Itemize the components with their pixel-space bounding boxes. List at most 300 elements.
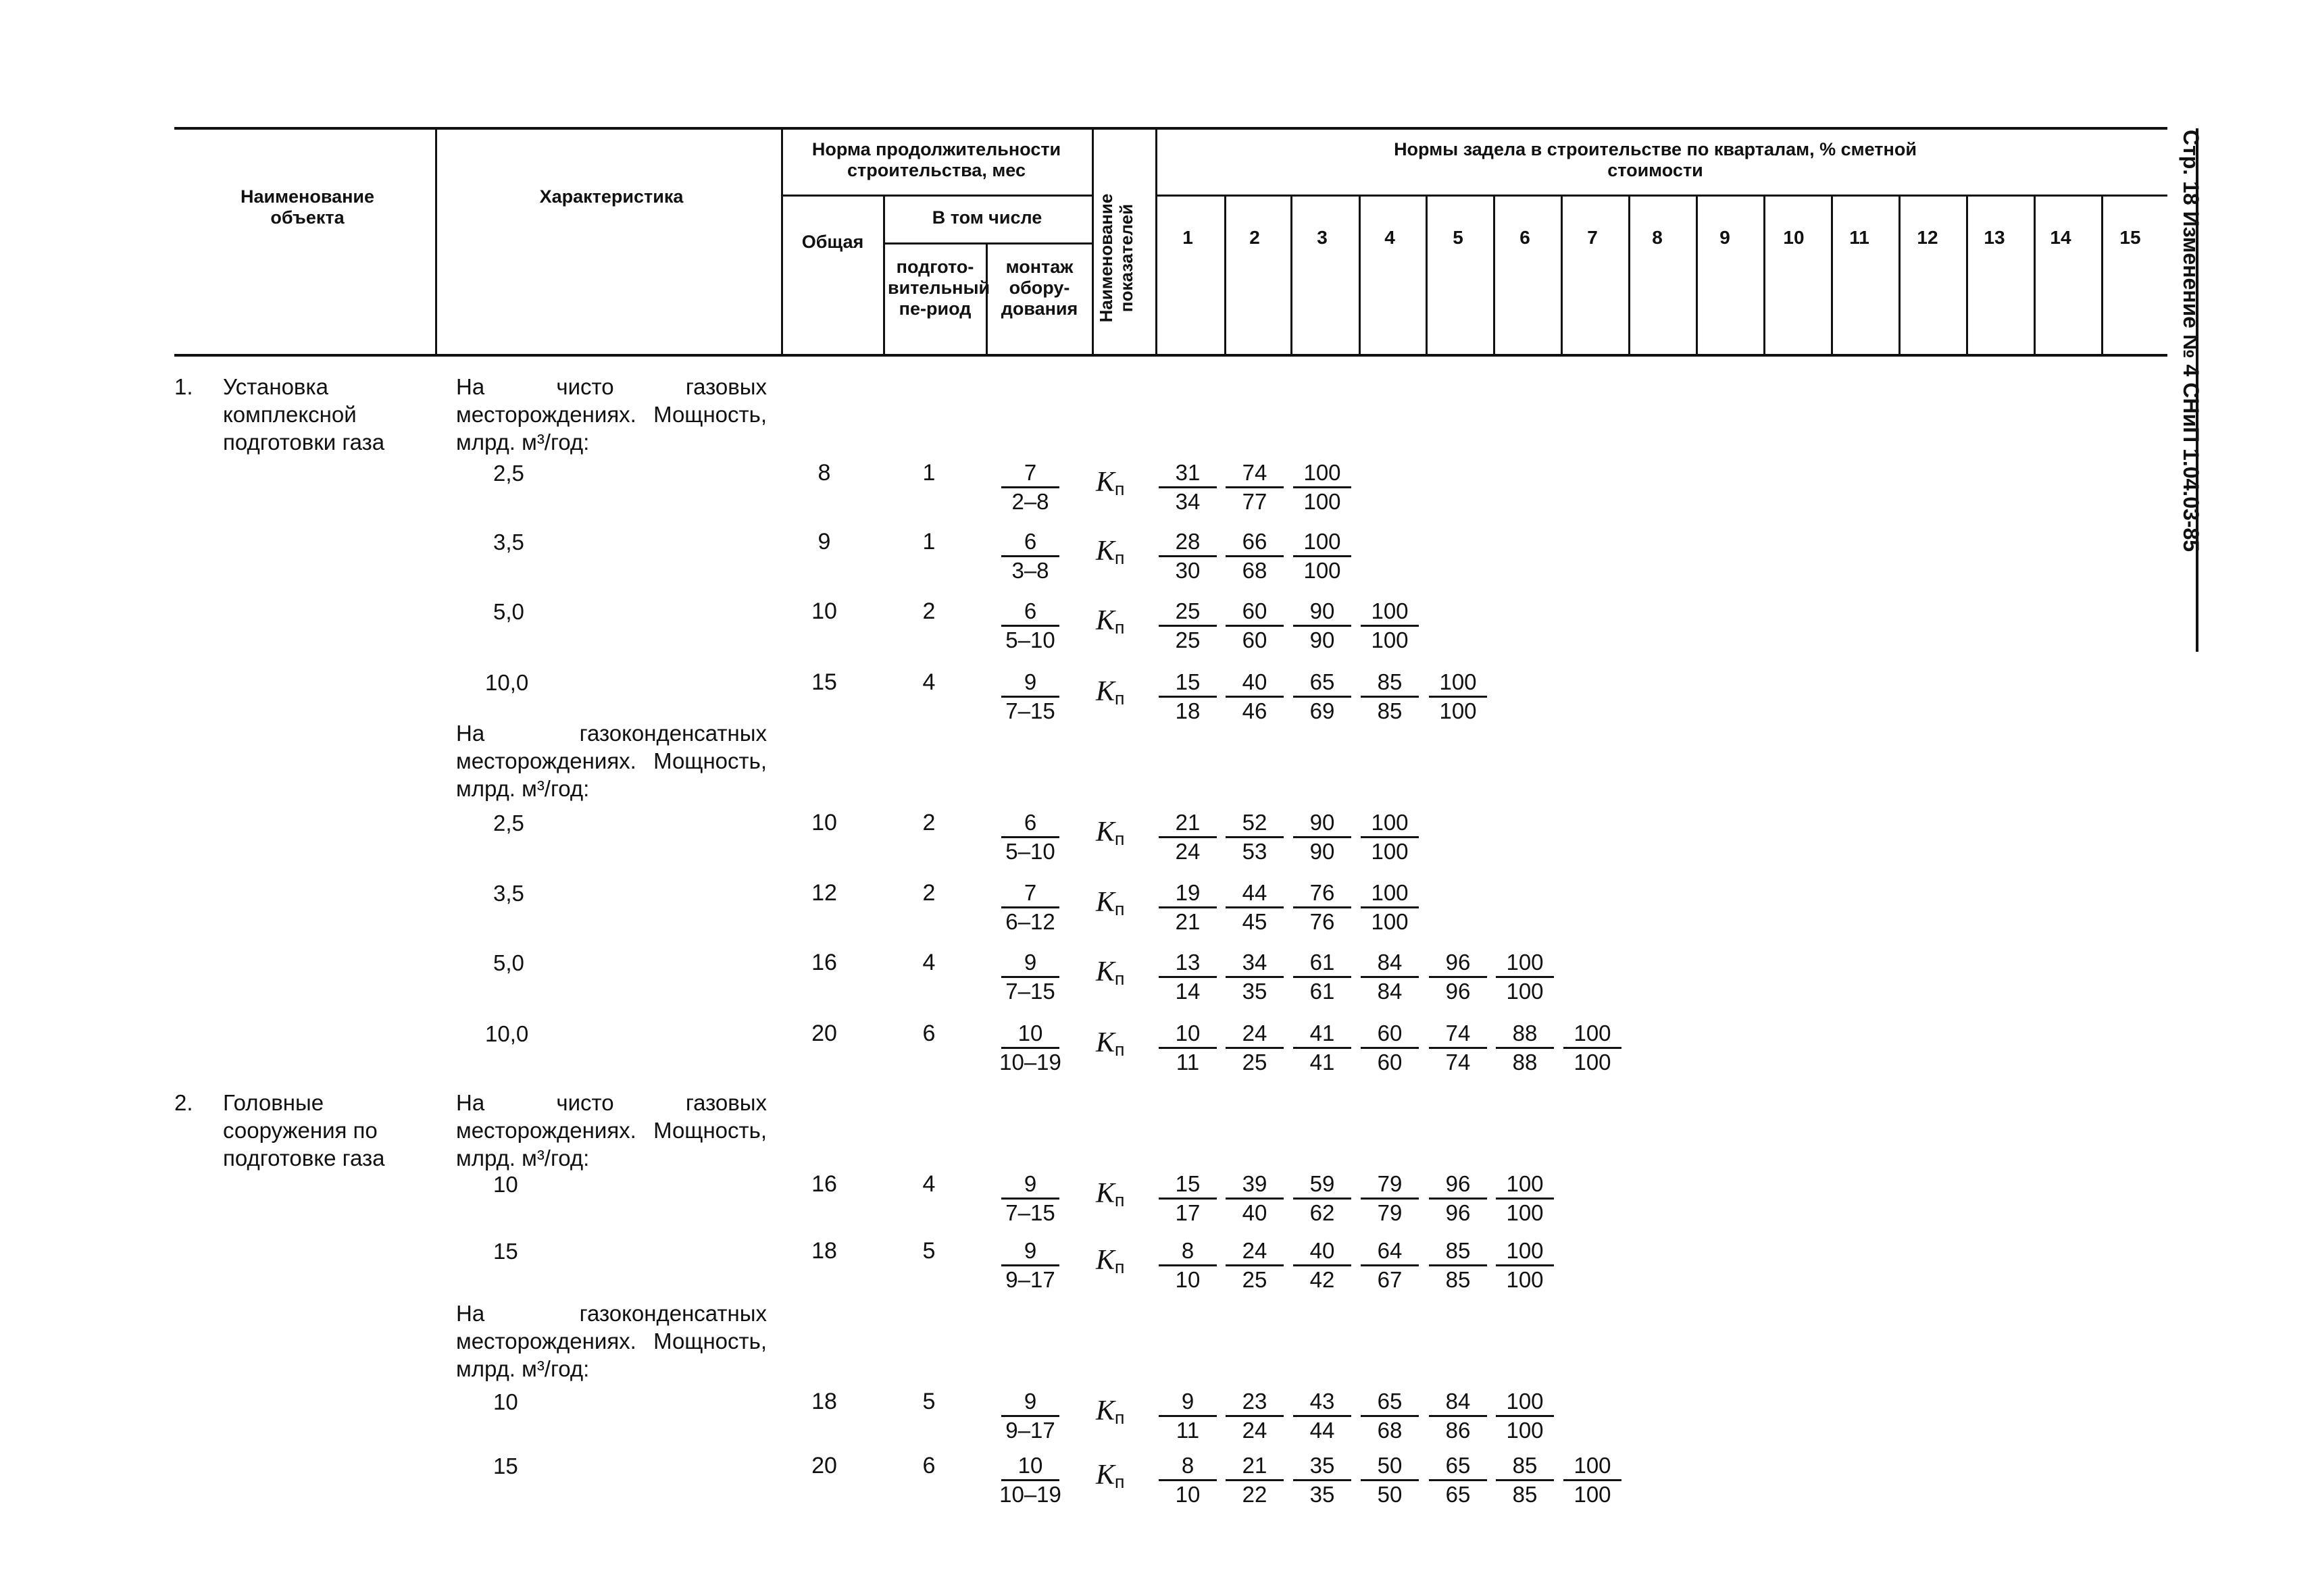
total-duration: 16 — [811, 1171, 837, 1197]
quarter-value — [1154, 1237, 1222, 1293]
duration-sub-rule — [781, 195, 1092, 197]
col-divider-prep — [986, 242, 988, 355]
quarter-value — [1491, 1388, 1559, 1444]
quarter-value — [1288, 809, 1356, 865]
indicator-kp — [1096, 536, 1125, 573]
fraction-denominator: 68 — [1377, 1418, 1403, 1443]
capacity-value: 3,5 — [493, 530, 524, 555]
prep-period: 1 — [922, 460, 936, 486]
quarter-value — [1288, 879, 1356, 935]
quarter-col-divider — [1426, 195, 1428, 355]
fraction-numerator: 41 — [1293, 1020, 1351, 1049]
indicator-subscript: п — [1114, 688, 1125, 709]
indicator-subscript: п — [1114, 1190, 1125, 1210]
fraction-numerator: 7 — [1001, 459, 1059, 488]
indicator-kp — [1096, 1028, 1125, 1064]
fraction-numerator: 65 — [1361, 1388, 1419, 1417]
header-duration-norm: Норма продолжительности строительства, мес — [811, 139, 1061, 180]
mount-period — [997, 1452, 1064, 1508]
fraction-numerator: 9 — [1001, 1388, 1059, 1417]
fraction-denominator: 34 — [1175, 489, 1201, 514]
prep-period: 4 — [922, 669, 936, 695]
quarter-value — [1356, 1020, 1424, 1076]
prep-period: 4 — [922, 1171, 936, 1197]
object-number: 2. — [174, 1090, 193, 1115]
quarter-value — [1424, 669, 1492, 725]
quarter-value — [1288, 528, 1356, 584]
fraction-numerator: 100 — [1429, 669, 1487, 698]
fraction-denominator: 22 — [1242, 1482, 1267, 1507]
object-name: Установка комплексной подготовки газа — [223, 374, 385, 455]
header-indicator-name: Наименование показателей — [1096, 193, 1136, 323]
fraction-numerator: 100 — [1496, 949, 1554, 978]
fraction-denominator: 7–15 — [1005, 698, 1055, 723]
quarter-value — [1356, 809, 1424, 865]
indicator-subscript: п — [1114, 479, 1125, 499]
fraction-denominator: 100 — [1574, 1482, 1611, 1507]
quarter-header-6: 6 — [1519, 227, 1530, 248]
quarter-col-divider — [1831, 195, 1833, 355]
capacity-value: 10,0 — [485, 1021, 529, 1046]
quarter-header-10: 10 — [1783, 227, 1805, 248]
header-prep: подгото-вительный пе-риод — [888, 257, 990, 319]
fraction-denominator: 67 — [1377, 1267, 1403, 1292]
fraction-numerator: 100 — [1293, 459, 1351, 488]
fraction-denominator: 88 — [1512, 1050, 1538, 1075]
quarter-value — [1221, 1452, 1288, 1508]
fraction-denominator: 100 — [1439, 698, 1477, 723]
capacity-value: 5,0 — [493, 599, 524, 624]
indicator-subscript: п — [1114, 899, 1125, 919]
prep-period: 4 — [922, 950, 936, 975]
side-caption: Стр. 18 Изменение № 4 СНиП 1.04.03-85 — [2179, 130, 2203, 552]
fraction-numerator: 65 — [1293, 669, 1351, 698]
quarter-value — [1221, 1237, 1288, 1293]
quarters-sub-rule — [1155, 195, 2167, 197]
quarter-value — [1356, 949, 1424, 1005]
fraction-numerator: 84 — [1361, 949, 1419, 978]
indicator-letter: К — [1096, 1178, 1115, 1209]
fraction-numerator: 15 — [1159, 1170, 1217, 1200]
fraction-numerator: 40 — [1226, 669, 1284, 698]
fraction-denominator: 10 — [1175, 1482, 1201, 1507]
fraction-denominator: 85 — [1445, 1267, 1471, 1292]
prep-period: 2 — [922, 880, 936, 906]
quarter-value — [1356, 879, 1424, 935]
capacity-value: 15 — [493, 1239, 518, 1264]
fraction-numerator: 10 — [1001, 1452, 1059, 1481]
fraction-numerator: 35 — [1293, 1452, 1351, 1481]
fraction-denominator: 7–15 — [1005, 979, 1055, 1004]
quarter-header-1: 1 — [1182, 227, 1193, 248]
quarter-value — [1154, 879, 1222, 935]
fraction-denominator: 10 — [1175, 1267, 1201, 1292]
fraction-numerator: 9 — [1001, 949, 1059, 978]
fraction-denominator: 17 — [1175, 1200, 1201, 1225]
quarter-value — [1154, 1388, 1222, 1444]
total-duration: 18 — [811, 1238, 837, 1264]
indicator-kp — [1096, 606, 1125, 642]
quarter-value — [1221, 949, 1288, 1005]
quarter-value — [1288, 1452, 1356, 1508]
prep-period: 1 — [922, 529, 936, 555]
fraction-denominator: 100 — [1506, 1200, 1544, 1225]
indicator-kp — [1096, 1245, 1125, 1282]
fraction-numerator: 90 — [1293, 809, 1351, 838]
fraction-denominator: 84 — [1377, 979, 1403, 1004]
fraction-denominator: 41 — [1309, 1050, 1335, 1075]
fraction-numerator: 6 — [1001, 598, 1059, 627]
quarter-value — [1356, 1452, 1424, 1508]
quarter-col-divider — [1966, 195, 1968, 355]
quarter-value — [1154, 598, 1222, 654]
fraction-numerator: 10 — [1159, 1020, 1217, 1049]
fraction-denominator: 6–12 — [1005, 909, 1055, 934]
fraction-numerator: 23 — [1226, 1388, 1284, 1417]
fraction-denominator: 100 — [1506, 1418, 1544, 1443]
fraction-numerator: 6 — [1001, 809, 1059, 838]
fraction-denominator: 40 — [1242, 1200, 1267, 1225]
mount-period — [997, 1237, 1064, 1293]
indicator-subscript: п — [1114, 1257, 1125, 1277]
fraction-numerator: 96 — [1429, 1170, 1487, 1200]
fraction-numerator: 9 — [1001, 669, 1059, 698]
quarter-value — [1221, 1170, 1288, 1227]
quarter-value — [1221, 598, 1288, 654]
fraction-denominator: 9–17 — [1005, 1267, 1055, 1292]
quarter-value — [1288, 1020, 1356, 1076]
header-including: В том числе — [932, 207, 1042, 228]
quarter-value — [1356, 669, 1424, 725]
indicator-letter: К — [1096, 1460, 1115, 1491]
quarter-value — [1491, 1020, 1559, 1076]
quarter-col-divider — [1224, 195, 1226, 355]
quarter-value — [1356, 598, 1424, 654]
fraction-numerator: 9 — [1001, 1170, 1059, 1200]
group-description: На чисто газовых месторождениях. Мощность, млрд. м³/год: — [456, 374, 767, 455]
quarter-value — [1356, 1170, 1424, 1227]
fraction-denominator: 62 — [1309, 1200, 1335, 1225]
prep-period: 2 — [922, 598, 936, 624]
fraction-denominator: 77 — [1242, 489, 1267, 514]
header-top-rule — [174, 127, 2167, 130]
fraction-numerator: 59 — [1293, 1170, 1351, 1200]
mount-period — [997, 1170, 1064, 1227]
fraction-denominator: 7–15 — [1005, 1200, 1055, 1225]
capacity-value: 3,5 — [493, 881, 524, 906]
fraction-numerator: 24 — [1226, 1237, 1284, 1266]
prep-period: 2 — [922, 810, 936, 835]
fraction-numerator: 25 — [1159, 598, 1217, 627]
mount-period — [997, 879, 1064, 935]
fraction-numerator: 100 — [1563, 1020, 1621, 1049]
fraction-denominator: 85 — [1512, 1482, 1538, 1507]
quarter-value — [1288, 669, 1356, 725]
quarter-col-divider — [1628, 195, 1630, 355]
quarter-col-divider — [1696, 195, 1698, 355]
fraction-numerator: 9 — [1159, 1388, 1217, 1417]
indicator-subscript: п — [1114, 548, 1125, 568]
fraction-denominator: 60 — [1377, 1050, 1403, 1075]
fraction-numerator: 44 — [1226, 879, 1284, 908]
quarter-col-divider — [2101, 195, 2103, 355]
fraction-numerator: 8 — [1159, 1452, 1217, 1481]
fraction-denominator: 30 — [1175, 558, 1201, 583]
fraction-denominator: 45 — [1242, 909, 1267, 934]
quarter-value — [1559, 1452, 1626, 1508]
quarter-value — [1288, 949, 1356, 1005]
total-duration: 9 — [818, 529, 831, 555]
quarter-header-4: 4 — [1384, 227, 1395, 248]
indicator-subscript: п — [1114, 1472, 1125, 1492]
fraction-numerator: 31 — [1159, 459, 1217, 488]
fraction-numerator: 85 — [1429, 1237, 1487, 1266]
header-total: Общая — [801, 232, 864, 252]
fraction-numerator: 21 — [1226, 1452, 1284, 1481]
fraction-denominator: 10–19 — [999, 1482, 1061, 1507]
quarter-value — [1221, 459, 1288, 515]
fraction-numerator: 66 — [1226, 528, 1284, 557]
mount-period — [997, 459, 1064, 515]
quarter-value — [1491, 1170, 1559, 1227]
fraction-denominator: 35 — [1309, 1482, 1335, 1507]
fraction-numerator: 6 — [1001, 528, 1059, 557]
fraction-denominator: 100 — [1371, 627, 1409, 652]
quarter-value — [1356, 1388, 1424, 1444]
fraction-denominator: 10–19 — [999, 1050, 1061, 1075]
fraction-numerator: 100 — [1496, 1170, 1554, 1200]
quarter-value — [1154, 1170, 1222, 1227]
indicator-kp — [1096, 1460, 1125, 1497]
fraction-denominator: 46 — [1242, 698, 1267, 723]
indicator-letter: К — [1096, 536, 1115, 567]
mount-period — [997, 1020, 1064, 1076]
mount-period — [997, 1388, 1064, 1444]
total-duration: 18 — [811, 1389, 837, 1414]
fraction-denominator: 100 — [1371, 839, 1409, 864]
quarter-value — [1154, 459, 1222, 515]
fraction-numerator: 24 — [1226, 1020, 1284, 1049]
group-description: На газоконденсатных месторождениях. Мощность, млрд. м³/год: — [456, 1301, 767, 1381]
prep-period: 5 — [922, 1238, 936, 1264]
fraction-numerator: 84 — [1429, 1388, 1487, 1417]
fraction-numerator: 88 — [1496, 1020, 1554, 1049]
quarter-col-divider — [1561, 195, 1563, 355]
fraction-numerator: 76 — [1293, 879, 1351, 908]
indicator-letter: К — [1096, 1245, 1115, 1276]
fraction-denominator: 25 — [1242, 1050, 1267, 1075]
fraction-denominator: 50 — [1377, 1482, 1403, 1507]
total-duration: 20 — [811, 1021, 837, 1046]
quarter-value — [1154, 809, 1222, 865]
capacity-value: 2,5 — [493, 461, 524, 486]
group-description: На газоконденсатных месторождениях. Мощность, млрд. м³/год: — [456, 721, 767, 801]
indicator-subscript: п — [1114, 1408, 1125, 1428]
quarter-col-divider — [1898, 195, 1901, 355]
total-duration: 15 — [811, 669, 837, 695]
total-duration: 12 — [811, 880, 837, 906]
quarter-col-divider — [1359, 195, 1361, 355]
fraction-numerator: 7 — [1001, 879, 1059, 908]
fraction-denominator: 9–17 — [1005, 1418, 1055, 1443]
total-duration: 10 — [811, 598, 837, 624]
fraction-numerator: 100 — [1496, 1388, 1554, 1417]
fraction-numerator: 34 — [1226, 949, 1284, 978]
fraction-numerator: 10 — [1001, 1020, 1059, 1049]
mount-period — [997, 949, 1064, 1005]
quarter-value — [1424, 1020, 1492, 1076]
col-divider-indicator — [1155, 127, 1157, 355]
quarter-value — [1491, 949, 1559, 1005]
fraction-numerator: 85 — [1361, 669, 1419, 698]
quarter-value — [1559, 1020, 1626, 1076]
indicator-kp — [1096, 1396, 1125, 1433]
col-divider-total — [883, 195, 885, 355]
indicator-subscript: п — [1114, 829, 1125, 849]
quarter-col-divider — [1290, 195, 1292, 355]
fraction-numerator: 15 — [1159, 669, 1217, 698]
fraction-numerator: 85 — [1496, 1452, 1554, 1481]
fraction-numerator: 100 — [1361, 809, 1419, 838]
quarter-header-12: 12 — [1917, 227, 1938, 248]
quarter-header-15: 15 — [2119, 227, 2141, 248]
total-duration: 20 — [811, 1453, 837, 1478]
indicator-letter: К — [1096, 605, 1115, 636]
capacity-value: 10 — [493, 1389, 518, 1414]
capacity-value: 5,0 — [493, 950, 524, 975]
fraction-numerator: 9 — [1001, 1237, 1059, 1266]
fraction-numerator: 50 — [1361, 1452, 1419, 1481]
header-bottom-rule — [174, 354, 2167, 357]
quarter-value — [1288, 459, 1356, 515]
fraction-denominator: 61 — [1309, 979, 1335, 1004]
indicator-letter: К — [1096, 1027, 1115, 1058]
col-divider-mount — [1092, 127, 1094, 355]
quarter-value — [1424, 1170, 1492, 1227]
fraction-denominator: 85 — [1377, 698, 1403, 723]
capacity-value: 15 — [493, 1453, 518, 1478]
quarter-value — [1491, 1452, 1559, 1508]
fraction-denominator: 96 — [1445, 1200, 1471, 1225]
fraction-denominator: 2–8 — [1011, 489, 1049, 514]
header-object-name: Наименование объекта — [240, 186, 375, 228]
fraction-numerator: 74 — [1226, 459, 1284, 488]
fraction-numerator: 43 — [1293, 1388, 1351, 1417]
quarter-header-3: 3 — [1317, 227, 1328, 248]
quarter-value — [1288, 1170, 1356, 1227]
total-duration: 10 — [811, 810, 837, 835]
quarter-value — [1221, 879, 1288, 935]
fraction-denominator: 44 — [1309, 1418, 1335, 1443]
group-description: На чисто газовых месторождениях. Мощность, млрд. м³/год: — [456, 1090, 767, 1170]
mount-period — [997, 669, 1064, 725]
object-name: Головные сооружения по подготовке газа — [223, 1090, 385, 1170]
total-duration: 8 — [818, 460, 831, 486]
fraction-denominator: 100 — [1574, 1050, 1611, 1075]
fraction-denominator: 100 — [1303, 489, 1341, 514]
fraction-numerator: 13 — [1159, 949, 1217, 978]
fraction-numerator: 90 — [1293, 598, 1351, 627]
fraction-denominator: 100 — [1506, 1267, 1544, 1292]
quarter-value — [1154, 949, 1222, 1005]
mount-period — [997, 598, 1064, 654]
quarter-value — [1288, 1237, 1356, 1293]
indicator-letter: К — [1096, 817, 1115, 848]
indicator-letter: К — [1096, 1395, 1115, 1426]
fraction-numerator: 79 — [1361, 1170, 1419, 1200]
fraction-denominator: 11 — [1176, 1418, 1200, 1443]
quarter-header-9: 9 — [1719, 227, 1730, 248]
fraction-denominator: 3–8 — [1011, 558, 1049, 583]
quarter-value — [1221, 1020, 1288, 1076]
quarter-header-13: 13 — [1984, 227, 2005, 248]
fraction-numerator: 40 — [1293, 1237, 1351, 1266]
indicator-kp — [1096, 957, 1125, 994]
object-number: 1. — [174, 374, 193, 399]
indicator-kp — [1096, 677, 1125, 713]
fraction-numerator: 28 — [1159, 528, 1217, 557]
fraction-numerator: 21 — [1159, 809, 1217, 838]
fraction-denominator: 25 — [1242, 1267, 1267, 1292]
quarter-value — [1424, 1452, 1492, 1508]
quarter-header-2: 2 — [1249, 227, 1260, 248]
capacity-value: 10,0 — [485, 670, 529, 695]
fraction-denominator: 14 — [1175, 979, 1201, 1004]
quarter-value — [1288, 1388, 1356, 1444]
quarter-value — [1221, 669, 1288, 725]
fraction-numerator: 96 — [1429, 949, 1487, 978]
fraction-numerator: 19 — [1159, 879, 1217, 908]
mount-period — [997, 809, 1064, 865]
prep-period: 6 — [922, 1453, 936, 1478]
quarter-value — [1424, 1237, 1492, 1293]
fraction-numerator: 60 — [1226, 598, 1284, 627]
prep-period: 6 — [922, 1021, 936, 1046]
fraction-numerator: 74 — [1429, 1020, 1487, 1049]
fraction-denominator: 42 — [1309, 1267, 1335, 1292]
fraction-denominator: 100 — [1303, 558, 1341, 583]
fraction-denominator: 18 — [1175, 698, 1201, 723]
quarter-value — [1288, 598, 1356, 654]
quarter-value — [1154, 528, 1222, 584]
fraction-numerator: 52 — [1226, 809, 1284, 838]
indicator-letter: К — [1096, 887, 1115, 918]
fraction-denominator: 21 — [1175, 909, 1201, 934]
header-mount: монтаж обору-дования — [1001, 257, 1078, 319]
indicator-subscript: п — [1114, 617, 1125, 638]
mount-period — [997, 528, 1064, 584]
fraction-numerator: 100 — [1293, 528, 1351, 557]
indicator-kp — [1096, 887, 1125, 924]
quarter-value — [1221, 528, 1288, 584]
fraction-numerator: 61 — [1293, 949, 1351, 978]
fraction-denominator: 68 — [1242, 558, 1267, 583]
fraction-denominator: 100 — [1371, 909, 1409, 934]
fraction-denominator: 74 — [1445, 1050, 1471, 1075]
fraction-numerator: 100 — [1361, 879, 1419, 908]
fraction-numerator: 100 — [1563, 1452, 1621, 1481]
fraction-denominator: 11 — [1176, 1050, 1200, 1075]
quarter-value — [1154, 1452, 1222, 1508]
indicator-kp — [1096, 817, 1125, 854]
indicator-subscript: п — [1114, 969, 1125, 989]
fraction-numerator: 100 — [1496, 1237, 1554, 1266]
indicator-kp — [1096, 1179, 1125, 1215]
prep-period: 5 — [922, 1389, 936, 1414]
fraction-denominator: 100 — [1506, 979, 1544, 1004]
fraction-denominator: 86 — [1445, 1418, 1471, 1443]
total-duration: 16 — [811, 950, 837, 975]
